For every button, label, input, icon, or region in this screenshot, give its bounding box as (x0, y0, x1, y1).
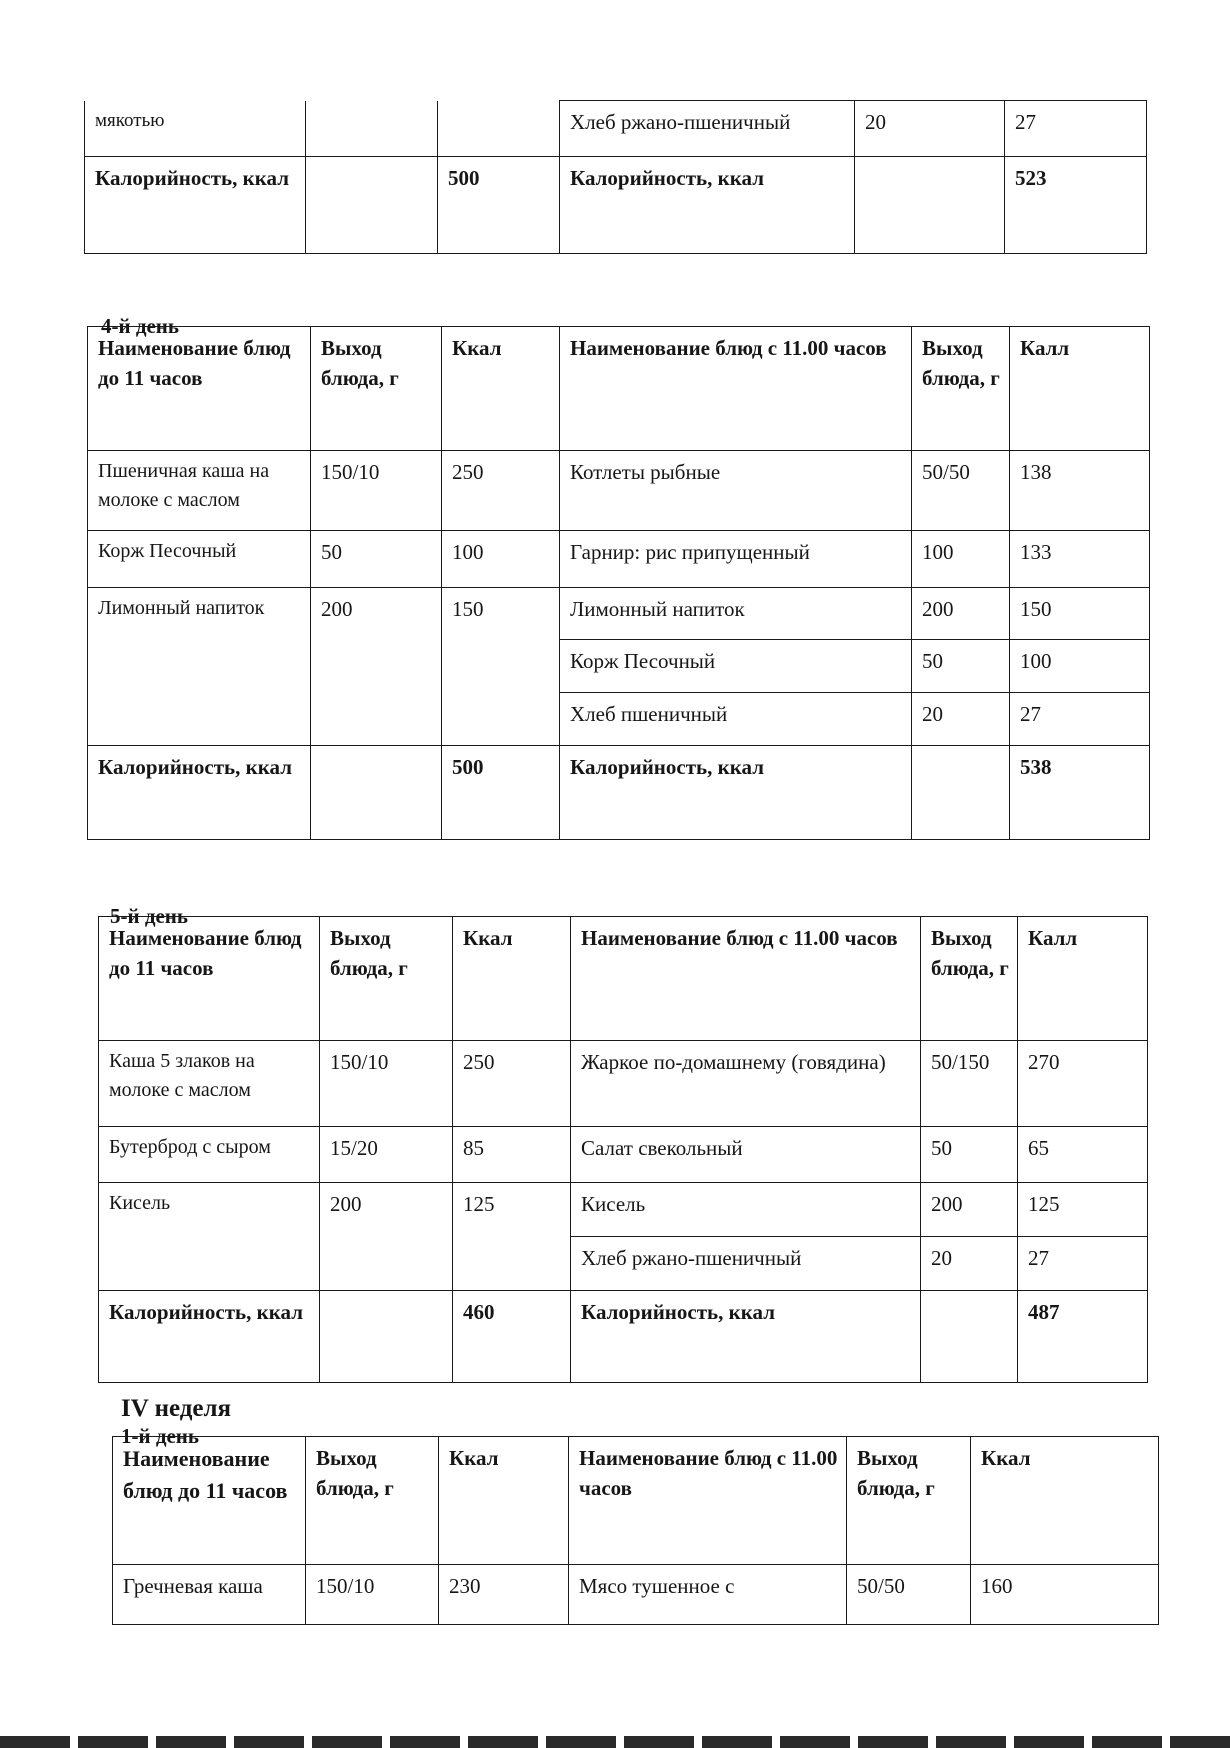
cell-left-yield: 200 (311, 588, 442, 746)
day4-table (87, 326, 1150, 840)
day4-header-row (88, 327, 1150, 451)
cell-right-kcal: 160 (971, 1565, 1159, 1625)
header-left-name: Наименование блюд до 11 часов (113, 1437, 306, 1565)
header-right-name: Наименование блюд с 11.00 часов (569, 1437, 847, 1565)
cell-left-name: Корж Песочный (88, 531, 311, 588)
cell-right-kcal: 150 (1010, 588, 1150, 640)
cell-right-yield: 50 (921, 1127, 1018, 1183)
header-right-kcal: Калл (1010, 327, 1150, 451)
cell-left-yield: 50 (311, 531, 442, 588)
cell-left-yield: 15/20 (320, 1127, 453, 1183)
cell-left-kcal: 100 (442, 531, 560, 588)
cell-left-yield (306, 101, 438, 157)
total-label: Калорийность, ккал (88, 746, 311, 840)
cell-right-kcal: 133 (1010, 531, 1150, 588)
header-right-name: Наименование блюд с 11.00 часов (560, 327, 912, 451)
cell-right-name: Хлеб ржано-пшеничный (571, 1237, 921, 1291)
total-left-kcal: 500 (442, 746, 560, 840)
table-row (88, 588, 1150, 640)
cell-left-yield: 200 (320, 1183, 453, 1291)
day4-title: 4-й день (101, 314, 179, 338)
header-right-kcal: Ккал (971, 1437, 1159, 1565)
cell-right-yield: 200 (912, 588, 1010, 640)
total-label: Калорийность, ккал (99, 1291, 320, 1383)
top-fragment-table (84, 100, 1147, 254)
cell-right-name: Жаркое по-домашнему (говядина) (571, 1041, 921, 1127)
cell-left-name: Бутерброд с сыром (99, 1127, 320, 1183)
day5-header-row (99, 917, 1148, 1041)
cell-left-name: Каша 5 злаков на молоке с маслом (99, 1041, 320, 1127)
cell-right-yield: 50/150 (921, 1041, 1018, 1127)
cell-right-kcal: 138 (1010, 451, 1150, 531)
header-right-yield: Выход блюда, г (912, 327, 1010, 451)
header-left-yield: Выход блюда, г (306, 1437, 439, 1565)
cell-right-yield: 200 (921, 1183, 1018, 1237)
cell-left-kcal: 250 (442, 451, 560, 531)
cell-right-name: Котлеты рыбные (560, 451, 912, 531)
header-left-yield: Выход блюда, г (311, 327, 442, 451)
cell-right-yield: 100 (912, 531, 1010, 588)
total-right-kcal: 523 (1005, 157, 1147, 254)
cell-left-yield: 150/10 (320, 1041, 453, 1127)
total-right-yield (921, 1291, 1018, 1383)
cell-left-kcal: 85 (453, 1127, 571, 1183)
cell-left-name: Лимонный напиток (88, 588, 311, 746)
cell-left-kcal: 230 (439, 1565, 569, 1625)
cell-right-name: Гарнир: рис припущенный (560, 531, 912, 588)
total-row (99, 1291, 1148, 1383)
total-right-yield (855, 157, 1005, 254)
table-row (99, 1183, 1148, 1237)
total-right-yield (912, 746, 1010, 840)
cell-right-name: Корж Песочный (560, 640, 912, 693)
table-row (88, 531, 1150, 588)
cell-left-name: Кисель (99, 1183, 320, 1291)
total-right-label: Калорийность, ккал (571, 1291, 921, 1383)
total-left-kcal: 460 (453, 1291, 571, 1383)
total-label: Калорийность, ккал (85, 157, 306, 254)
cell-left-kcal: 150 (442, 588, 560, 746)
cell-right-name: Хлеб пшеничный (560, 693, 912, 746)
total-row (85, 157, 1147, 254)
header-right-kcal: Калл (1018, 917, 1148, 1041)
header-left-kcal: Ккал (453, 917, 571, 1041)
cell-right-kcal: 27 (1005, 101, 1147, 157)
cell-right-kcal: 125 (1018, 1183, 1148, 1237)
cell-right-yield: 50 (912, 640, 1010, 693)
total-left-yield (311, 746, 442, 840)
cell-left-kcal: 250 (453, 1041, 571, 1127)
header-left-yield: Выход блюда, г (320, 917, 453, 1041)
cell-left-yield: 150/10 (311, 451, 442, 531)
cell-left-yield: 150/10 (306, 1565, 439, 1625)
cell-right-yield: 20 (921, 1237, 1018, 1291)
week4-day1-title: 1-й день (121, 1424, 199, 1448)
cell-right-yield: 20 (912, 693, 1010, 746)
cell-right-name: Лимонный напиток (560, 588, 912, 640)
total-left-yield (320, 1291, 453, 1383)
week4-day1-header-row (113, 1437, 1159, 1565)
cell-right-kcal: 100 (1010, 640, 1150, 693)
cell-right-name: Салат свекольный (571, 1127, 921, 1183)
cell-right-name: Хлеб ржано-пшеничный (560, 101, 855, 157)
cell-right-kcal: 27 (1018, 1237, 1148, 1291)
table-row (88, 451, 1150, 531)
header-left-kcal: Ккал (439, 1437, 569, 1565)
header-left-name: Наименование блюд до 11 часов (99, 917, 320, 1041)
total-right-kcal: 538 (1010, 746, 1150, 840)
cell-right-yield: 50/50 (847, 1565, 971, 1625)
day5-title: 5-й день (110, 904, 188, 928)
cell-right-name: Мясо тушенное с (569, 1565, 847, 1625)
total-right-label: Калорийность, ккал (560, 157, 855, 254)
total-right-kcal: 487 (1018, 1291, 1148, 1383)
cell-left-name: Гречневая каша (113, 1565, 306, 1625)
total-left-yield (306, 157, 438, 254)
total-row (88, 746, 1150, 840)
week4-day1-table (112, 1436, 1159, 1625)
total-right-label: Калорийность, ккал (560, 746, 912, 840)
cell-left-name: мякотью (85, 101, 306, 157)
page-bottom-edge (0, 1736, 1230, 1748)
table-row (85, 101, 1147, 157)
day5-table (98, 916, 1148, 1383)
total-left-kcal: 500 (438, 157, 560, 254)
table-row (113, 1565, 1159, 1625)
cell-left-kcal: 125 (453, 1183, 571, 1291)
header-right-yield: Выход блюда, г (847, 1437, 971, 1565)
cell-left-name: Пшеничная каша на молоке с маслом (88, 451, 311, 531)
table-row (99, 1127, 1148, 1183)
header-right-yield: Выход блюда, г (921, 917, 1018, 1041)
header-right-name: Наименование блюд с 11.00 часов (571, 917, 921, 1041)
week4-title: IV неделя (121, 1395, 232, 1422)
cell-right-name: Кисель (571, 1183, 921, 1237)
table-row (99, 1041, 1148, 1127)
cell-right-yield: 50/50 (912, 451, 1010, 531)
cell-right-kcal: 65 (1018, 1127, 1148, 1183)
cell-right-yield: 20 (855, 101, 1005, 157)
cell-right-kcal: 27 (1010, 693, 1150, 746)
cell-left-kcal (438, 101, 560, 157)
cell-right-kcal: 270 (1018, 1041, 1148, 1127)
header-left-name: Наименование блюд до 11 часов (88, 327, 311, 451)
header-left-kcal: Ккал (442, 327, 560, 451)
